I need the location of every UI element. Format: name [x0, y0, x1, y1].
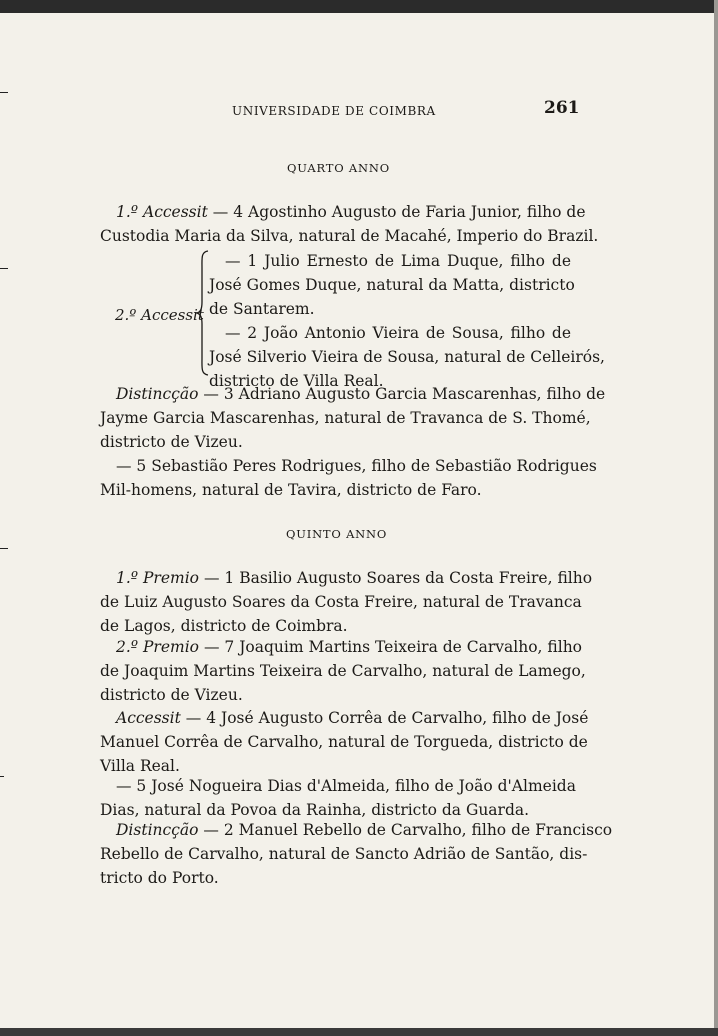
- rank-number: 7: [224, 638, 235, 656]
- entry-text: Adriano Augusto Garcia Mascarenhas, filho de: [238, 385, 606, 403]
- rank-number: 1: [224, 569, 235, 587]
- section-heading-quinto: QUINTO ANNO: [286, 527, 388, 541]
- award-label: Distincção: [116, 821, 199, 839]
- award-label: Accessit: [116, 709, 181, 727]
- margin-mark: [0, 776, 4, 777]
- entry-text: tricto do Porto.: [100, 869, 219, 887]
- entry-text: — 1 Julio Ernesto de Lima Duque, filho de: [225, 252, 571, 270]
- entry-quinto-2: 2.º Premio — 7 Joaquim Martins Teixeira de Carvalho, filho de Joaquim Martins Teixeira de Carvalho, natural de Lamego, districto de Vizeu.: [100, 635, 572, 707]
- entry-quarto-3: Distincção — 3 Adriano Augusto Garcia Mascarenhas, filho de Jayme Garcia Mascarenhas, natural de Travanca de S. Thomé, districto de Vizeu.: [100, 382, 572, 454]
- section-heading-quarto: QUARTO ANNO: [287, 161, 390, 175]
- page-number: 261: [544, 98, 580, 118]
- rank-number: 4: [233, 203, 244, 221]
- rank-number: 3: [223, 385, 234, 403]
- entry-text: Mil-homens, natural de Tavira, districto de Faro.: [100, 481, 482, 499]
- entry-text: districto de Vizeu.: [100, 686, 243, 704]
- entry-text: Villa Real.: [100, 757, 180, 775]
- entry-quinto-5: Distincção — 2 Manuel Rebello de Carvalho, filho de Francisco Rebello de Carvalho, natural de Sancto Adrião de Santão, dis- tricto do Porto.: [100, 818, 572, 890]
- entry-text: José Augusto Corrêa de Carvalho, filho de José: [221, 709, 589, 727]
- entry-text: José Gomes Duque, natural da Matta, districto: [209, 276, 575, 294]
- running-header: UNIVERSIDADE DE COIMBRA: [232, 104, 436, 118]
- award-label: 1.º Accessit: [116, 203, 208, 221]
- entry-text: Agostinho Augusto de Faria Junior, filho de: [248, 203, 586, 221]
- entry-quarto-4: [100, 454, 597, 502]
- margin-mark: [0, 548, 8, 549]
- entry-text: Jayme Garcia Mascarenhas, natural de Travanca de S. Thomé,: [100, 409, 591, 427]
- entry-quarto-1: 1.º Accessit — 4 Agostinho Augusto de Faria Junior, filho de Custodia Maria da Silva, natural de Macahé, Imperio do Brazil.: [100, 200, 572, 248]
- entry-text: Basilio Augusto Soares da Costa Freire, filho: [239, 569, 593, 587]
- entry-quinto-3: Accessit — 4 José Augusto Corrêa de Carvalho, filho de José Manuel Corrêa de Carvalho, natural de Torgueda, districto de Villa Real.: [100, 706, 572, 778]
- award-label: 1.º Premio: [116, 569, 200, 587]
- award-label: 2.º Accessit: [115, 306, 204, 324]
- entry-text: districto de Vizeu.: [100, 433, 243, 451]
- entry-text: districto de Villa Real.: [209, 372, 384, 390]
- rank-number: 2: [223, 821, 234, 839]
- scan-top-border: [0, 0, 718, 13]
- entry-text: José Silverio Vieira de Sousa, natural de Celleirós,: [209, 348, 605, 366]
- scan-right-edge: [714, 0, 718, 1036]
- margin-mark: [0, 268, 8, 269]
- scan-bottom-border: [0, 1028, 718, 1036]
- entry-text: — 5 José Nogueira Dias d'Almeida, filho de João d'Almeida: [116, 777, 576, 795]
- entry-text: de Santarem.: [209, 300, 315, 318]
- entry-quinto-1: 1.º Premio — 1 Basilio Augusto Soares da Costa Freire, filho de Luiz Augusto Soares da Costa Freire, natural de Travanca de Lagos, districto de Coimbra.: [100, 566, 572, 638]
- entry-text: Joaquim Martins Teixeira de Carvalho, filho: [239, 638, 583, 656]
- entry-text: — 2 João Antonio Vieira de Sousa, filho de: [225, 324, 571, 342]
- entry-text: Rebello de Carvalho, natural de Sancto Adrião de Santão, dis-: [100, 845, 588, 863]
- rank-number: 4: [206, 709, 217, 727]
- entry-text: de Luiz Augusto Soares da Costa Freire, natural de Travanca: [100, 593, 582, 611]
- award-label: 2.º Premio: [116, 638, 200, 656]
- entry-text: de Lagos, districto de Coimbra.: [100, 617, 348, 635]
- entry-text: Manuel Corrêa de Carvalho, natural de Torgueda, districto de: [100, 733, 588, 751]
- entry-text: — 5 Sebastião Peres Rodrigues, filho de Sebastião Rodrigues: [116, 457, 597, 475]
- entry-text: Manuel Rebello de Carvalho, filho de Francisco: [238, 821, 613, 839]
- award-label: Distincção: [116, 385, 199, 403]
- entry-text: Custodia Maria da Silva, natural de Macahé, Imperio do Brazil.: [100, 227, 599, 245]
- entry-text: de Joaquim Martins Teixeira de Carvalho, natural de Lamego,: [100, 662, 586, 680]
- margin-mark: [0, 92, 8, 93]
- entry-quinto-4: [100, 774, 576, 822]
- entry-text: Dias, natural da Povoa da Rainha, districto da Guarda.: [100, 801, 530, 819]
- entry-quarto-2: [209, 249, 605, 393]
